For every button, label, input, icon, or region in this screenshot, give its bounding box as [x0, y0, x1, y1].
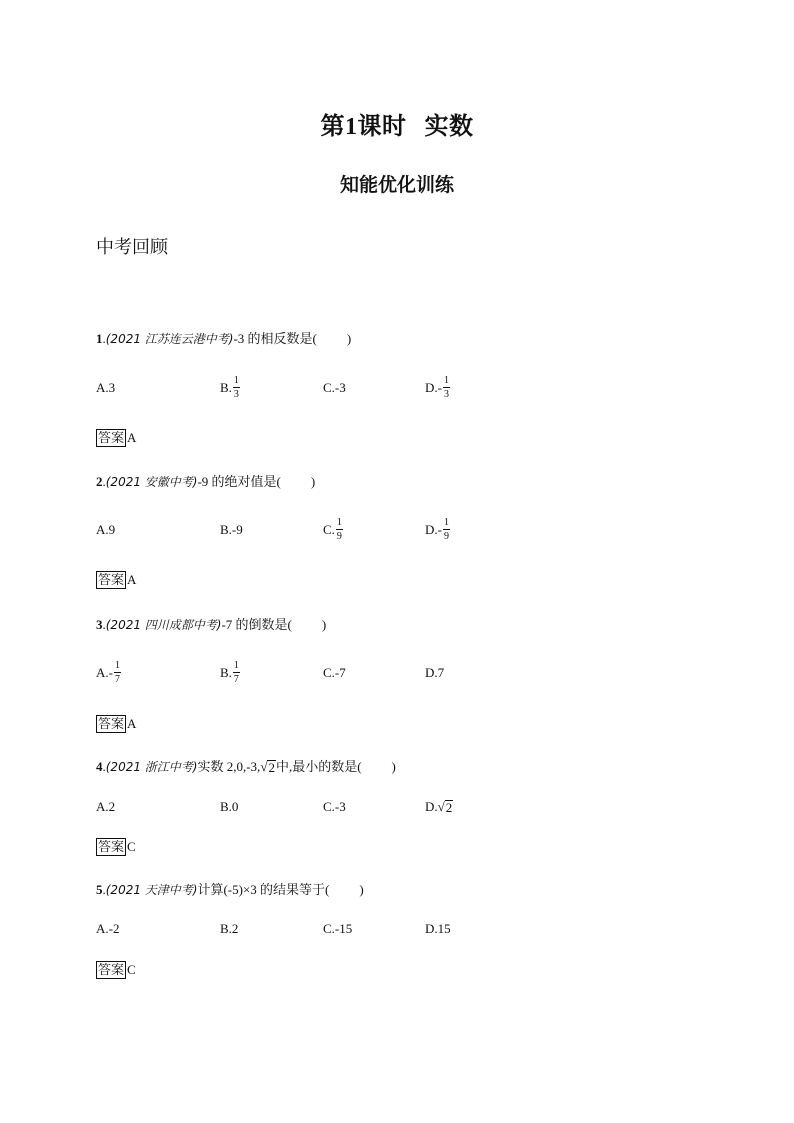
answer-label: 答案 [98, 572, 125, 587]
square-root: √ 2 [437, 799, 453, 815]
question-stem: -3 的相反数是( [233, 331, 317, 346]
section-heading: 中考回顾 [96, 237, 168, 257]
answer-value: C [127, 839, 136, 854]
option-d: D. 15 [425, 921, 451, 936]
options-2 [96, 515, 596, 545]
question-2: 2.(2021 安徽中考)-9 的绝对值是( ) [96, 474, 316, 489]
lesson-number: 第1课时 [320, 114, 407, 140]
question-5: 5.(2021 天津中考)计算(-5)×3 的结果等于( ) [96, 882, 364, 897]
question-stem: -7 的倒数是( [221, 617, 292, 632]
fraction: $\frac{1}{9}$ [443, 517, 449, 542]
options-4 [96, 792, 596, 822]
option-a: A.- $\frac{1}{7}$ [96, 660, 120, 685]
question-4: 4.(2021 浙江中考)实数 2,0,-3, √ 2 中,最小的数是( ) [96, 759, 396, 775]
page-title [0, 106, 794, 141]
answer-1 [96, 429, 136, 447]
fraction: $\frac{1}{3}$ [443, 375, 449, 400]
question-source: (2021 安徽中考) [105, 475, 198, 489]
question-number: 5 [96, 882, 103, 897]
question-stem: -9 的绝对值是( [197, 474, 281, 489]
option-c: C. -7 [323, 665, 346, 680]
answer-5 [96, 961, 136, 979]
fraction: $\frac{1}{7}$ [233, 660, 239, 685]
answer-value: A [127, 716, 137, 731]
options-3 [96, 658, 596, 688]
question-number: 1 [96, 331, 103, 346]
answer-2 [96, 571, 136, 589]
question-3: 3.(2021 四川成都中考)-7 的倒数是( ) [96, 617, 327, 632]
option-d: D.- $\frac{1}{9}$ [425, 517, 449, 542]
square-root: √ 2 [260, 759, 275, 775]
fraction: $\frac{1}{9}$ [336, 517, 342, 542]
answer-label: 答案 [98, 839, 125, 854]
question-source: (2021 四川成都中考) [105, 618, 222, 632]
question-number: 2 [96, 474, 103, 489]
fraction: $\frac{1}{7}$ [114, 660, 120, 685]
option-b: B. -9 [220, 522, 243, 537]
option-c: C. -3 [323, 799, 346, 814]
options-1 [96, 373, 596, 403]
question-source: (2021 江苏连云港中考) [105, 332, 234, 346]
answer-value: A [127, 430, 137, 445]
fraction: $\frac{1}{3}$ [233, 375, 239, 400]
lesson-topic: 实数 [424, 114, 474, 140]
question-source: (2021 天津中考) [105, 883, 198, 897]
option-a: A. 2 [96, 799, 116, 814]
option-b: B. 2 [220, 921, 239, 936]
option-d: D.- $\frac{1}{3}$ [425, 375, 449, 400]
option-b: B. $\frac{1}{7}$ [220, 660, 239, 685]
option-d: D. 7 [425, 665, 445, 680]
answer-4 [96, 838, 136, 856]
answer-label: 答案 [98, 716, 125, 731]
option-a: A. 9 [96, 522, 116, 537]
answer-value: C [127, 962, 136, 977]
option-c: C. -15 [323, 921, 353, 936]
question-source: (2021 浙江中考) [105, 760, 198, 774]
question-number: 3 [96, 617, 103, 632]
option-c: C. $\frac{1}{9}$ [323, 517, 342, 542]
option-a: A. 3 [96, 380, 116, 395]
answer-3 [96, 715, 136, 733]
option-a: A. -2 [96, 921, 120, 936]
option-b: B. $\frac{1}{3}$ [220, 375, 239, 400]
question-stem: 实数 2,0,-3, [197, 759, 261, 774]
options-5 [96, 914, 596, 944]
option-b: B. 0 [220, 799, 239, 814]
question-1: 1.(2021 江苏连云港中考)-3 的相反数是( ) [96, 331, 352, 346]
answer-label: 答案 [98, 430, 125, 445]
answer-value: A [127, 572, 137, 587]
page-subtitle: 知能优化训练 [339, 175, 454, 196]
option-d: D. √ 2 [425, 799, 453, 815]
question-number: 4 [96, 759, 103, 774]
question-stem: 计算(-5)×3 的结果等于( [197, 882, 330, 897]
option-c: C. -3 [323, 380, 346, 395]
answer-label: 答案 [98, 962, 125, 977]
